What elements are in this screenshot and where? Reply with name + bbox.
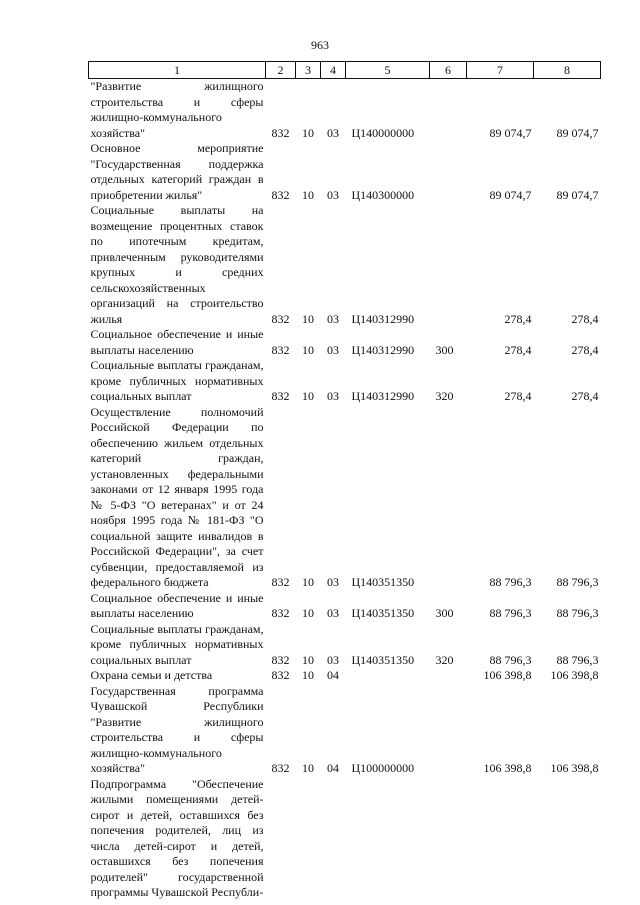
table-row: [89, 777, 601, 901]
row-amount-year1: 106 398,8: [483, 668, 532, 682]
row-name: Социальные выплаты на возмещение процентных ставок по ипотечным кредитам, привлеченным руководителями крупных и средних сельскохозяйственных организаций на строительство жилья: [90, 203, 264, 326]
table-header: [89, 62, 601, 79]
table-row: [89, 141, 601, 203]
row-expense-type: [430, 668, 467, 684]
row-amount-year2: 106 398,8: [550, 761, 599, 775]
row-target-article: Ц140351350: [351, 575, 415, 589]
table-row: [89, 203, 601, 327]
row-subsection: 03: [327, 652, 339, 667]
row-amount-year2: 88 796,3: [556, 575, 599, 589]
row-section: 10: [302, 125, 314, 140]
row-name: "Развитие жилищного строительства и сферы жилищно-коммунального хозяйства": [90, 79, 264, 140]
row-amount-year2: 89 074,7: [556, 125, 599, 140]
row-subsection: 03: [327, 575, 339, 589]
row-amount-year1: 88 796,3: [489, 652, 532, 667]
row-subsection: [321, 777, 346, 901]
row-amount-year1: 278,4: [504, 342, 532, 357]
table-row: [89, 358, 601, 405]
row-target-article: Ц140351350: [351, 606, 415, 620]
table-row: [89, 327, 601, 358]
row-target-article: Ц140300000: [351, 187, 415, 202]
row-name: Социальные выплаты гражданам, кроме публичных нормативных социальных выплат: [90, 358, 264, 403]
row-target-article: Ц100000000: [351, 761, 415, 775]
budget-table: [88, 61, 601, 901]
header-col-8: 8: [534, 62, 601, 79]
row-expense-type: [430, 777, 467, 901]
row-target-article: Ц140312990: [351, 311, 415, 326]
header-row: [89, 62, 601, 79]
row-name: Охрана семьи и детства: [90, 668, 213, 682]
row-section: 10: [302, 575, 314, 589]
row-expense-type: 300: [435, 606, 454, 620]
row-subsection: 03: [327, 187, 339, 202]
row-expense-type: [430, 203, 467, 327]
row-name: Подпрограмма "Обеспечение жилыми помещениями детей-сирот и детей, оставшихся без попечения родителей, лиц из числа детей-сирот и детей, оставшихся без попечения родителей" государственной программы Чувашской Республи-: [90, 776, 264, 899]
row-ministry-code: 832: [271, 187, 290, 202]
row-subsection: 03: [327, 389, 339, 403]
header-col-5: 5: [346, 62, 430, 79]
header-col-6: 6: [430, 62, 467, 79]
row-amount-year1: [467, 777, 534, 901]
row-amount-year1: 89 074,7: [489, 125, 532, 140]
row-expense-type: [430, 684, 467, 777]
row-expense-type: [430, 405, 467, 591]
row-ministry-code: 832: [271, 389, 290, 403]
row-amount-year1: 278,4: [504, 389, 532, 403]
header-col-4: 4: [321, 62, 346, 79]
row-amount-year1: 106 398,8: [483, 761, 532, 775]
row-amount-year2: 278,4: [571, 342, 599, 357]
row-section: 10: [302, 311, 314, 326]
row-name: Основное мероприятие "Государственная поддержка отдельных категорий граждан в приобретении жилья": [90, 141, 264, 202]
table-row: [89, 622, 601, 669]
row-expense-type: 320: [435, 389, 454, 403]
row-subsection: 04: [327, 761, 339, 775]
row-ministry-code: 832: [271, 606, 290, 620]
row-expense-type: 320: [435, 652, 454, 667]
table-row: [89, 405, 601, 591]
row-ministry-code: 832: [271, 652, 290, 667]
row-amount-year2: [534, 777, 601, 901]
row-section: 10: [302, 761, 314, 775]
row-amount-year1: 278,4: [504, 311, 532, 326]
row-name: Осуществление полномочий Российской Федерации по обеспечению жильем отдельных категорий граждан, установленных федеральными законами от 12 января 1995 года № 5-ФЗ "О ветеранах" и от 24 ноября 1995 года № 181-ФЗ "О социальной защите инвалидов в Российской Федерации", за счет субвенции, предоставляемой из федерального бюджета: [90, 404, 264, 589]
header-col-7: 7: [467, 62, 534, 79]
row-section: 10: [302, 342, 314, 357]
table-row: [89, 79, 601, 142]
row-section: 10: [302, 668, 314, 682]
table-row: [89, 591, 601, 622]
table-row: [89, 684, 601, 777]
row-amount-year2: 88 796,3: [556, 606, 599, 620]
row-name: Социальное обеспечение и иные выплаты населению: [90, 327, 264, 357]
row-subsection: 03: [327, 125, 339, 140]
row-amount-year2: 278,4: [571, 311, 599, 326]
row-amount-year1: 88 796,3: [489, 606, 532, 620]
row-ministry-code: 832: [271, 761, 290, 775]
row-ministry-code: 832: [271, 311, 290, 326]
row-expense-type: 300: [435, 342, 454, 357]
row-section: 10: [302, 606, 314, 620]
row-target-article: Ц140312990: [351, 389, 415, 403]
row-subsection: 03: [327, 606, 339, 620]
row-ministry-code: 832: [271, 668, 290, 682]
row-subsection: 03: [327, 342, 339, 357]
row-ministry-code: 832: [271, 125, 290, 140]
row-target-article: Ц140351350: [351, 652, 415, 667]
row-target-article: [346, 777, 430, 901]
row-section: 10: [302, 389, 314, 403]
row-name: Социальные выплаты гражданам, кроме публичных нормативных социальных выплат: [90, 621, 264, 667]
row-target-article: Ц140312990: [351, 342, 415, 357]
table-body: [89, 79, 601, 901]
row-ministry-code: 832: [271, 342, 290, 357]
header-col-2: 2: [266, 62, 296, 79]
row-subsection: 04: [327, 668, 339, 682]
row-expense-type: [430, 79, 467, 142]
row-expense-type: [430, 141, 467, 203]
row-amount-year2: 88 796,3: [556, 652, 599, 667]
page-number: 963: [311, 38, 329, 52]
header-col-1: 1: [89, 62, 266, 79]
row-name: Государственная программа Чувашской Республики "Развитие жилищного строительства и сферы жилищно-коммунального хозяйства": [90, 683, 264, 775]
row-section: 10: [302, 187, 314, 202]
row-amount-year1: 89 074,7: [489, 187, 532, 202]
row-subsection: 03: [327, 311, 339, 326]
row-amount-year1: 88 796,3: [489, 575, 532, 589]
row-ministry-code: 832: [271, 575, 290, 589]
row-section: 10: [302, 652, 314, 667]
row-amount-year2: 278,4: [571, 389, 599, 403]
row-name: Социальное обеспечение и иные выплаты населению: [90, 590, 264, 620]
header-col-3: 3: [296, 62, 321, 79]
table-row: [89, 668, 601, 684]
row-amount-year2: 89 074,7: [556, 187, 599, 202]
row-section: [296, 777, 321, 901]
row-target-article: [346, 668, 430, 684]
row-amount-year2: 106 398,8: [550, 668, 599, 682]
row-ministry-code: [266, 777, 296, 901]
row-target-article: Ц140000000: [351, 125, 415, 140]
